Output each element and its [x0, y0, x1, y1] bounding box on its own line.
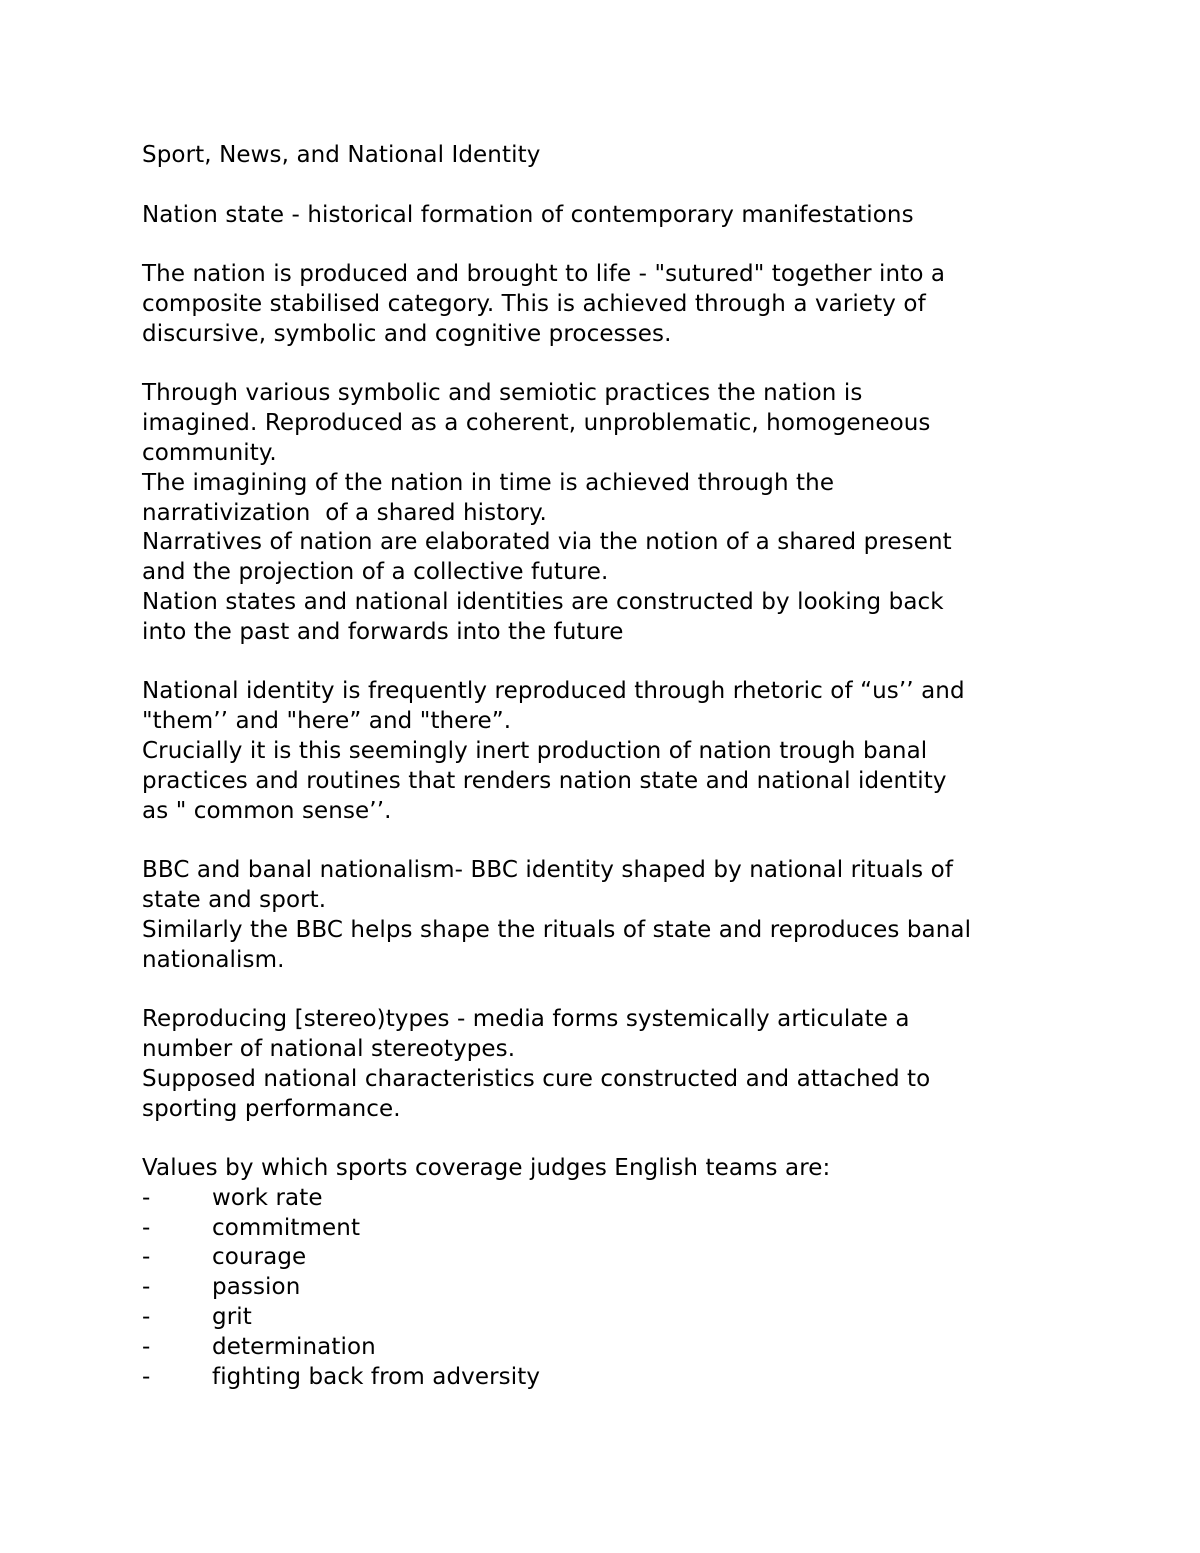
paragraph-line: The nation is produced and brought to life - "sutured" together into a: [142, 261, 946, 288]
list-intro: Values by which sports coverage judges English teams are:: [142, 1155, 831, 1182]
paragraph-line: The imagining of the nation in time is achieved through the: [142, 469, 835, 496]
list-item-text: grit: [212, 1304, 252, 1331]
paragraph-line: number of national stereotypes.: [142, 1035, 516, 1062]
list-item: [142, 1333, 1072, 1363]
bullet-dash: -: [142, 1363, 151, 1390]
paragraph-line: "them’’ and "here” and "there”.: [142, 708, 512, 735]
list-item: [142, 1243, 1072, 1273]
bullet-dash: -: [142, 1304, 151, 1331]
list-item-text: passion: [212, 1274, 301, 1301]
paragraph-line: Reproducing [stereo)types - media forms systemically articulate a: [142, 1006, 910, 1033]
list-item-text: fighting back from adversity: [212, 1363, 541, 1390]
paragraph-gap: [142, 230, 1072, 260]
paragraph-gap: [142, 648, 1072, 678]
paragraph-line: Narratives of nation are elaborated via the notion of a shared present: [142, 529, 952, 556]
paragraph-line: into the past and forwards into the future: [142, 618, 624, 645]
paragraph-gap: [142, 1124, 1072, 1154]
paragraph-line: nationalism.: [142, 946, 285, 973]
list-item: [142, 1303, 1072, 1333]
paragraph-line: Crucially it is this seemingly inert production of nation trough banal: [142, 737, 928, 764]
paragraph-line: Supposed national characteristics cure constructed and attached to: [142, 1065, 931, 1092]
list-item-text: determination: [212, 1333, 376, 1360]
bullet-dash: -: [142, 1244, 151, 1271]
paragraph-line: narrativization of a shared history.: [142, 499, 547, 526]
document-page: [142, 141, 1072, 1392]
paragraph-gap: [142, 975, 1072, 1005]
list-item: [142, 1184, 1072, 1214]
bullet-dash: -: [142, 1333, 151, 1360]
paragraph-line: Nation states and national identities are constructed by looking back: [142, 588, 944, 615]
list-item: [142, 1363, 1072, 1393]
list-item-text: courage: [212, 1244, 307, 1271]
paragraph-line: sporting performance.: [142, 1095, 401, 1122]
paragraph-line: composite stabilised category. This is achieved through a variety of: [142, 290, 926, 317]
bullet-dash: -: [142, 1184, 151, 1211]
paragraph-line: practices and routines that renders nation state and national identity: [142, 767, 947, 794]
paragraph-line: Nation state - historical formation of contemporary manifestations: [142, 201, 914, 228]
paragraph-line: state and sport.: [142, 886, 327, 913]
paragraph-line: as " common sense’’.: [142, 797, 392, 824]
paragraph-line: Through various symbolic and semiotic practices the nation is: [142, 380, 863, 407]
paragraph-line: community.: [142, 439, 277, 466]
paragraph-line: and the projection of a collective future.: [142, 559, 609, 586]
paragraph-gap: [142, 350, 1072, 380]
paragraph-gap: [142, 171, 1072, 201]
list-item-text: work rate: [212, 1184, 323, 1211]
paragraph-line: National identity is frequently reproduced through rhetoric of “us’’ and: [142, 678, 965, 705]
document-title: Sport, News, and National Identity: [142, 142, 541, 168]
paragraph-line: discursive, symbolic and cognitive processes.: [142, 320, 672, 347]
paragraph-line: BBC and banal nationalism- BBC identity shaped by national rituals of: [142, 857, 954, 884]
bullet-dash: -: [142, 1274, 151, 1301]
list-item-text: commitment: [212, 1214, 361, 1241]
paragraph-line: Similarly the BBC helps shape the rituals of state and reproduces banal: [142, 916, 972, 943]
list-item: [142, 1214, 1072, 1244]
paragraph-gap: [142, 826, 1072, 856]
values-list: [142, 1184, 1072, 1393]
paragraph-line: imagined. Reproduced as a coherent, unproblematic, homogeneous: [142, 410, 931, 437]
bullet-dash: -: [142, 1214, 151, 1241]
list-item: [142, 1273, 1072, 1303]
